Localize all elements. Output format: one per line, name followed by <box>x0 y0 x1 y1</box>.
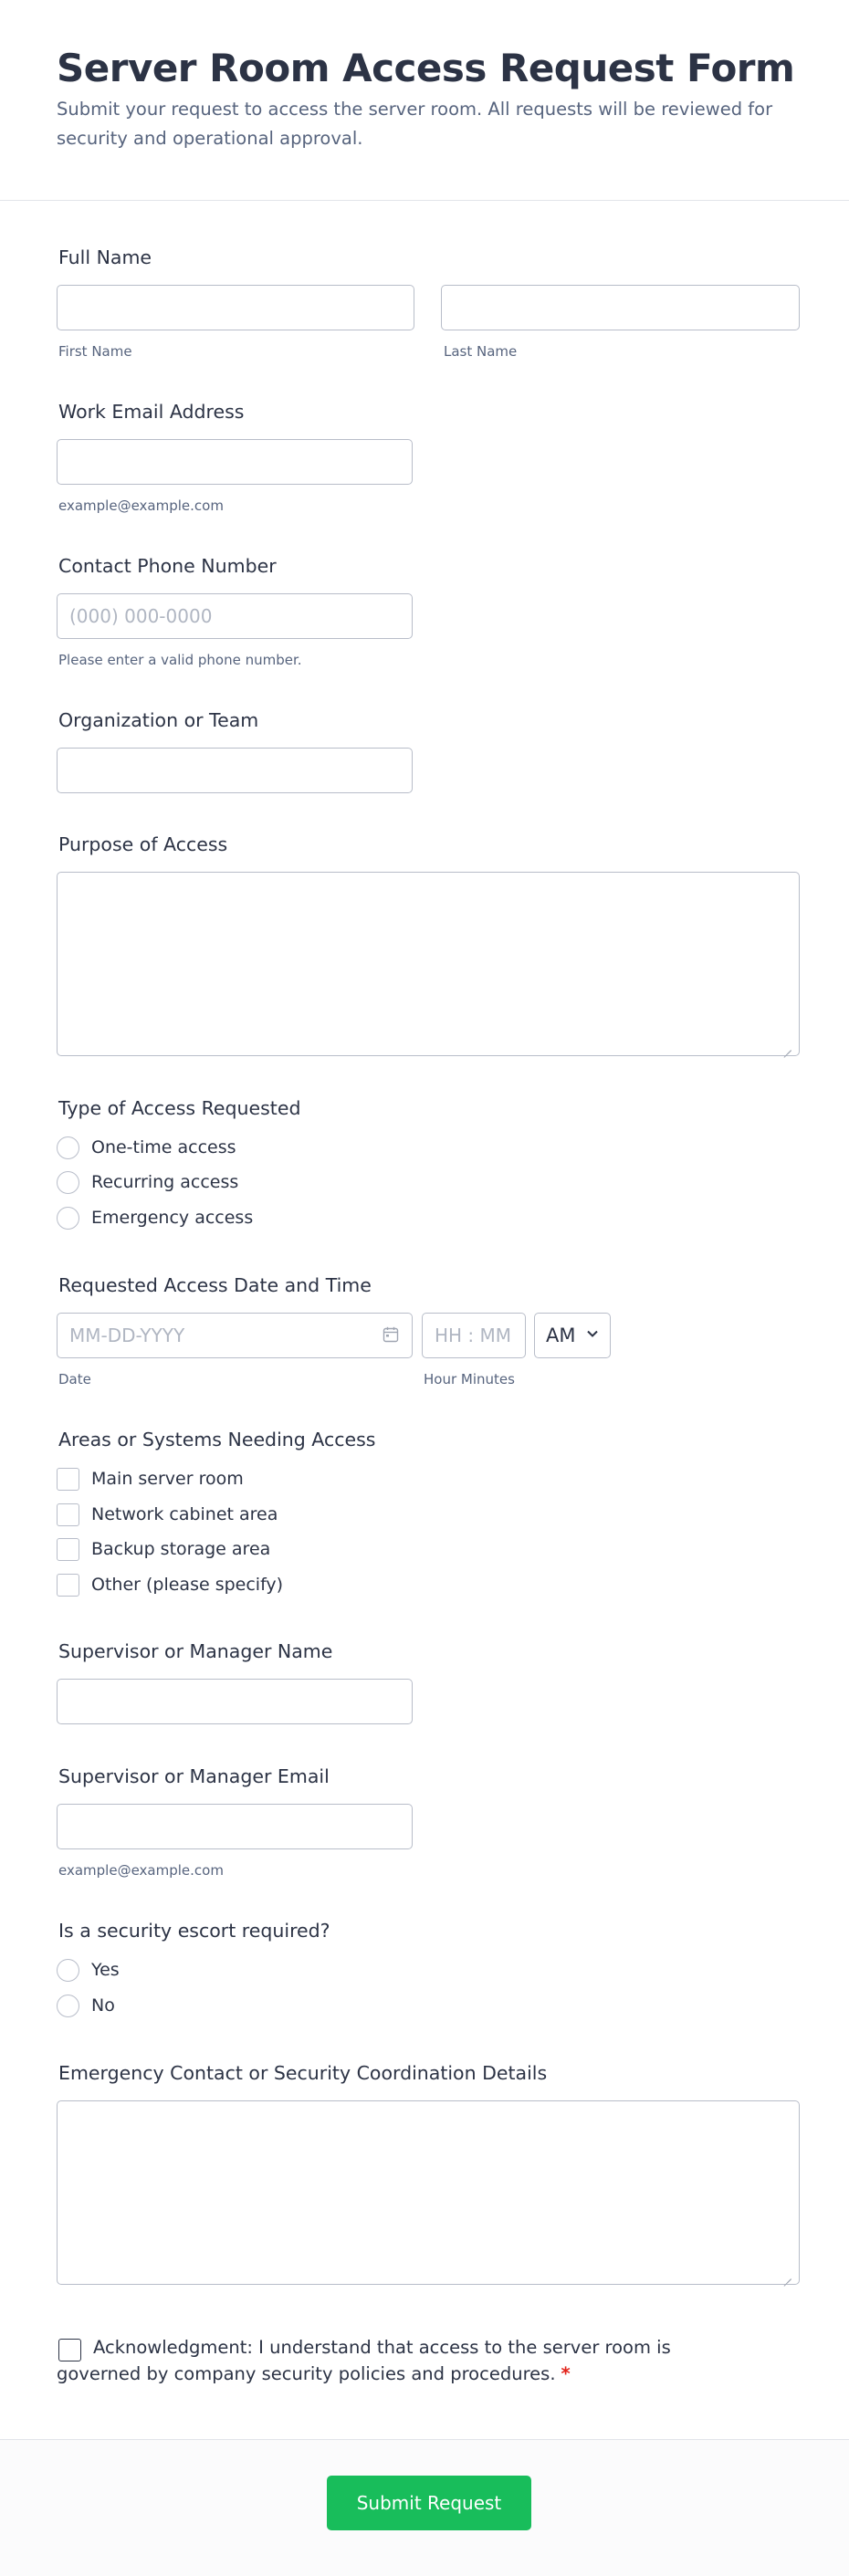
form-title: Server Room Access Request Form <box>57 46 795 90</box>
checkbox-option-label: Other (please specify) <box>91 1575 284 1595</box>
phone-label: Contact Phone Number <box>58 555 277 577</box>
supervisor-name-input[interactable] <box>57 1679 413 1724</box>
radio-option-label: Yes <box>91 1960 120 1980</box>
emergency-contact-label: Emergency Contact or Security Coordination Details <box>58 2062 548 2084</box>
checkbox-option-backup-storage[interactable] <box>57 1536 270 1562</box>
radio-option-label: One-time access <box>91 1137 236 1157</box>
supervisor-email-input[interactable] <box>57 1804 413 1849</box>
ampm-value: AM <box>546 1325 576 1346</box>
checkbox-option-label: Network cabinet area <box>91 1504 278 1524</box>
checkbox-option-other[interactable] <box>57 1572 283 1597</box>
work-email-label: Work Email Address <box>58 401 245 423</box>
resize-handle-icon[interactable] <box>783 1042 791 1051</box>
last-name-input[interactable] <box>441 285 800 330</box>
full-name-label: Full Name <box>58 246 152 268</box>
emergency-contact-textarea[interactable] <box>57 2100 800 2285</box>
radio-option-label: No <box>91 1995 115 2016</box>
radio-option-no[interactable] <box>57 1993 115 2018</box>
areas-label: Areas or Systems Needing Access <box>58 1429 376 1450</box>
resize-handle-icon[interactable] <box>783 2271 791 2279</box>
calendar-icon[interactable] <box>383 1326 399 1343</box>
time-sublabel: Hour Minutes <box>424 1371 515 1387</box>
purpose-label: Purpose of Access <box>58 833 228 855</box>
work-email-sublabel: example@example.com <box>58 497 224 514</box>
work-email-input[interactable] <box>57 439 413 485</box>
supervisor-email-label: Supervisor or Manager Email <box>58 1765 330 1787</box>
purpose-textarea[interactable] <box>57 872 800 1056</box>
radio-button[interactable] <box>57 1171 79 1194</box>
checkbox-option-label: Backup storage area <box>91 1539 271 1559</box>
checkbox-option-main-server-room[interactable] <box>57 1466 244 1492</box>
last-name-sublabel: Last Name <box>444 343 518 360</box>
supervisor-name-label: Supervisor or Manager Name <box>58 1640 333 1662</box>
ampm-select[interactable] <box>534 1313 611 1358</box>
first-name-sublabel: First Name <box>58 343 132 360</box>
escort-label: Is a security escort required? <box>58 1920 330 1942</box>
checkbox-option-label: Main server room <box>91 1469 244 1489</box>
radio-option-one-time[interactable] <box>57 1135 236 1160</box>
required-asterisk: * <box>561 2363 571 2384</box>
datetime-label: Requested Access Date and Time <box>58 1274 372 1296</box>
radio-option-recurring[interactable] <box>57 1169 238 1195</box>
radio-button[interactable] <box>57 1136 79 1159</box>
access-type-label: Type of Access Requested <box>58 1097 301 1119</box>
first-name-input[interactable] <box>57 285 414 330</box>
radio-button[interactable] <box>57 1959 79 1982</box>
phone-input[interactable] <box>57 593 413 639</box>
organization-label: Organization or Team <box>58 709 259 731</box>
supervisor-email-sublabel: example@example.com <box>58 1862 224 1879</box>
date-sublabel: Date <box>58 1371 91 1387</box>
date-input[interactable] <box>57 1313 413 1358</box>
acknowledgment-label: Acknowledgment: I understand that access to the server room is governed by company security policies and procedures. <box>57 2337 671 2384</box>
radio-option-label: Emergency access <box>91 1208 254 1228</box>
radio-option-label: Recurring access <box>91 1172 239 1192</box>
acknowledgment-text <box>57 2334 677 2387</box>
organization-input[interactable] <box>57 748 413 793</box>
chevron-down-icon <box>586 1327 599 1340</box>
form-header <box>0 0 849 201</box>
submit-button[interactable]: Submit Request <box>327 2476 531 2530</box>
checkbox[interactable] <box>57 1503 79 1526</box>
radio-button[interactable] <box>57 1207 79 1230</box>
checkbox-option-network-cabinet[interactable] <box>57 1502 278 1527</box>
checkbox[interactable] <box>57 1538 79 1561</box>
radio-option-yes[interactable] <box>57 1957 120 1983</box>
time-input[interactable] <box>422 1313 526 1358</box>
phone-sublabel: Please enter a valid phone number. <box>58 652 302 668</box>
form-description: Submit your request to access the server room. All requests will be reviewed for security and operational approval. <box>57 99 773 149</box>
checkbox[interactable] <box>57 1574 79 1597</box>
checkbox[interactable] <box>57 1468 79 1491</box>
radio-option-emergency[interactable] <box>57 1205 253 1230</box>
radio-button[interactable] <box>57 1995 79 2017</box>
